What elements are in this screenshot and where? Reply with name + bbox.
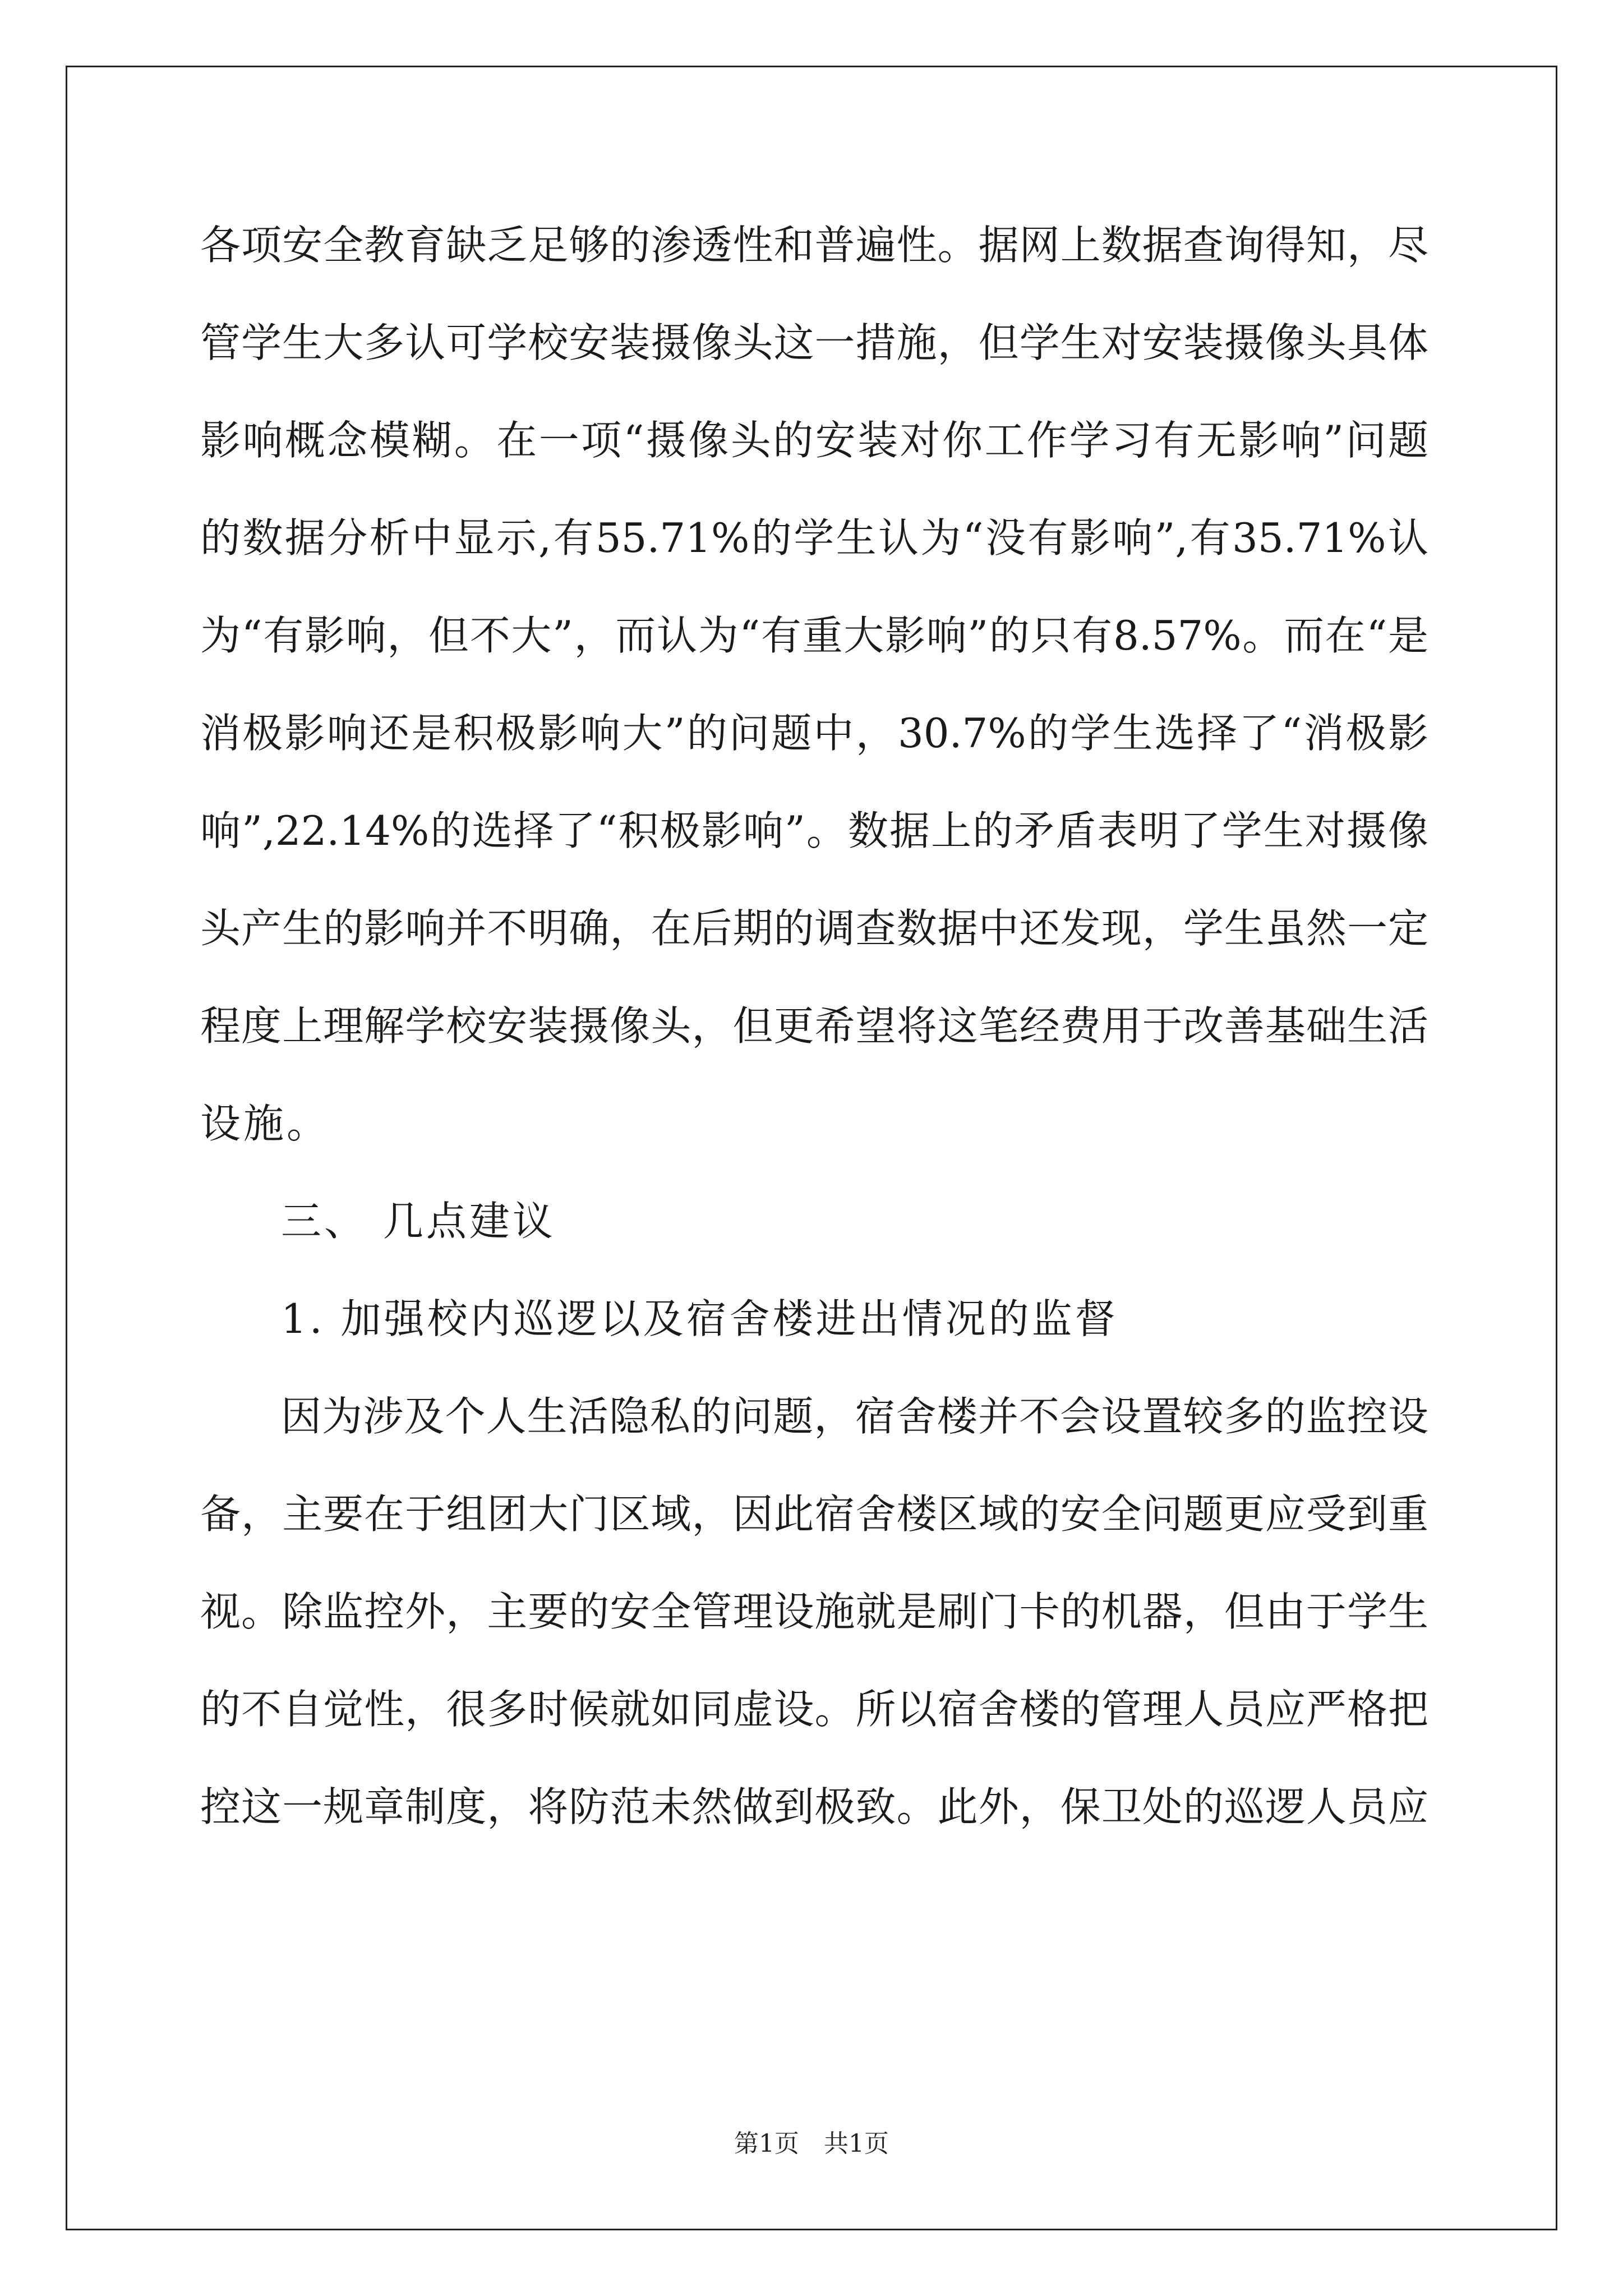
subsection-heading: 1. 加强校内巡逻以及宿舍楼进出情况的监督 xyxy=(281,1295,1118,1342)
text-line-14: 备，主要在于组团大门区域，因此宿舍楼区域的安全问题更应受到重 xyxy=(200,1490,1428,1538)
text-line-6: 消极影响还是积极影响大”的问题中，30.7%的学生选择了“消极影 xyxy=(200,710,1428,757)
document-body xyxy=(200,209,1428,1868)
text-line-2: 管学生大多认可学校安装摄像头这一措施，但学生对安装摄像头具体 xyxy=(200,319,1428,366)
text-line-5: 为“有影响，但不大”，而认为“有重大影响”的只有8.57%。而在“是 xyxy=(200,612,1428,659)
page-number-footer: 第1页 共1页 xyxy=(734,2129,889,2158)
text-line-4: 的数据分析中显示,有55.71%的学生认为“没有影响”,有35.71%认 xyxy=(200,514,1428,562)
text-line-3: 影响概念模糊。在一项“摄像头的安装对你工作学习有无影响”问题 xyxy=(200,417,1428,464)
section-heading: 三、 几点建议 xyxy=(281,1198,556,1245)
text-line-8: 头产生的影响并不明确，在后期的调查数据中还发现，学生虽然一定 xyxy=(200,905,1428,952)
text-line-1: 各项安全教育缺乏足够的渗透性和普遍性。据网上数据查询得知，尽 xyxy=(200,222,1428,269)
text-line-13: 因为涉及个人生活隐私的问题，宿舍楼并不会设置较多的监控设 xyxy=(281,1393,1428,1440)
text-line-9: 程度上理解学校安装摄像头，但更希望将这笔经费用于改善基础生活 xyxy=(200,1002,1428,1050)
text-line-15: 视。除监控外，主要的安全管理设施就是刷门卡的机器，但由于学生 xyxy=(200,1588,1428,1635)
text-line-17: 控这一规章制度，将防范未然做到极致。此外，保卫处的巡逻人员应 xyxy=(200,1783,1428,1830)
text-line-16: 的不自觉性，很多时候就如同虚设。所以宿舍楼的管理人员应严格把 xyxy=(200,1686,1428,1733)
text-line-10: 设施。 xyxy=(200,1100,330,1147)
text-line-7: 响”,22.14%的选择了“积极影响”。数据上的矛盾表明了学生对摄像 xyxy=(200,807,1428,854)
